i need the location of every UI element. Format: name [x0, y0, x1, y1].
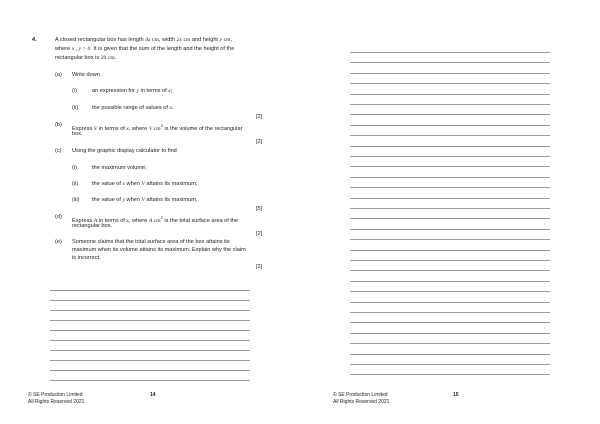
part-e-line-3: is incorrect. — [72, 255, 101, 261]
part-a-ii-text: the possible range of values of x. — [92, 105, 174, 111]
answer-line — [350, 312, 550, 313]
part-b-line-1: Express V in terms of x, where V $cm^3$ is the volume of the rectangular — [72, 123, 243, 132]
answer-line — [350, 374, 550, 375]
answer-line — [50, 320, 250, 321]
intro-line-1: A closed rectangular box has length 4x cm, width 2x cm and height y cm, — [55, 37, 232, 43]
part-d-marks: [2] — [256, 231, 263, 237]
answer-line — [350, 343, 550, 344]
answer-line — [350, 302, 550, 303]
part-c-i-text: the maximum volume; — [92, 165, 147, 171]
answer-line — [350, 156, 550, 157]
answer-line — [350, 114, 550, 115]
answer-line — [50, 360, 250, 361]
part-d-label: (d) — [55, 214, 62, 220]
part-c-label: (c) — [55, 148, 62, 154]
footer-company: © SE Production Limited — [333, 392, 388, 398]
answer-line — [350, 322, 550, 323]
part-c-text: Using the graphic display calculator to find — [72, 148, 177, 154]
part-c-iii-label: (iii) — [72, 197, 80, 203]
footer-rights: All Rights Reserved 2021 — [28, 399, 85, 405]
answer-line — [350, 239, 550, 240]
answer-line — [350, 229, 550, 230]
answer-line — [350, 208, 550, 209]
answer-line — [350, 125, 550, 126]
part-b-marks: [2] — [256, 139, 263, 145]
answer-line — [350, 104, 550, 105]
answer-line — [50, 350, 250, 351]
answer-line — [350, 83, 550, 84]
part-a-marks: [2] — [256, 114, 263, 120]
answer-line — [350, 333, 550, 334]
answer-line — [350, 177, 550, 178]
answer-line — [350, 135, 550, 136]
answer-line — [350, 187, 550, 188]
part-a-text: Write down — [72, 72, 100, 78]
part-d-line-1: Express A in terms of x, where A $cm^2$ is the total surface area of the — [72, 215, 239, 224]
part-e-line-1: Someone claims that the total surface area of the box attains its — [72, 239, 230, 245]
part-e-label: (e) — [55, 239, 62, 245]
part-e-marks: [2] — [256, 264, 263, 270]
part-c-iii-text: the value of y when V attains its maximum. — [92, 197, 198, 203]
answer-line — [50, 300, 250, 301]
question-number: 4. — [32, 37, 37, 43]
part-c-ii-text: the value of x when V attains its maximum; — [92, 181, 198, 187]
part-c-marks: [5] — [256, 206, 263, 212]
answer-line — [350, 62, 550, 63]
answer-line — [350, 94, 550, 95]
part-c-ii-label: (ii) — [72, 181, 79, 187]
footer-rights: All Rights Reserved 2021 — [333, 399, 390, 405]
answer-line — [350, 218, 550, 219]
answer-line — [350, 281, 550, 282]
part-b-line-2: box. — [72, 131, 83, 137]
part-a-i-label: (i) — [72, 88, 77, 94]
part-a-label: (a) — [55, 72, 62, 78]
part-e-line-2: maximum when its volume attains its maximum. Explain why the claim — [72, 247, 246, 253]
answer-line — [350, 73, 550, 74]
page-number: 14 — [150, 392, 156, 398]
part-a-i-text: an expression for y in terms of x; — [92, 88, 173, 94]
answer-line — [350, 291, 550, 292]
answer-line — [350, 198, 550, 199]
answer-line — [50, 370, 250, 371]
intro-line-2: where x , y > 0. It is given that the sum of the length and the height of the — [55, 46, 235, 52]
answer-line — [50, 290, 250, 291]
answer-line — [50, 340, 250, 341]
answer-line — [350, 250, 550, 251]
answer-line — [350, 354, 550, 355]
answer-line — [50, 380, 250, 381]
answer-line — [350, 260, 550, 261]
part-c-i-label: (i) — [72, 165, 77, 171]
answer-line — [350, 364, 550, 365]
answer-line — [50, 310, 250, 311]
part-b-label: (b) — [55, 122, 62, 128]
answer-line — [350, 52, 550, 53]
answer-line — [350, 166, 550, 167]
footer-company: © SE Production Limited — [28, 392, 83, 398]
answer-line — [350, 146, 550, 147]
part-d-line-2: rectangular box. — [72, 223, 113, 229]
page-number: 15 — [453, 392, 459, 398]
part-a-ii-label: (ii) — [72, 105, 79, 111]
answer-line — [50, 330, 250, 331]
answer-line — [350, 270, 550, 271]
intro-line-3: rectangular box is 20 cm. — [55, 55, 117, 61]
